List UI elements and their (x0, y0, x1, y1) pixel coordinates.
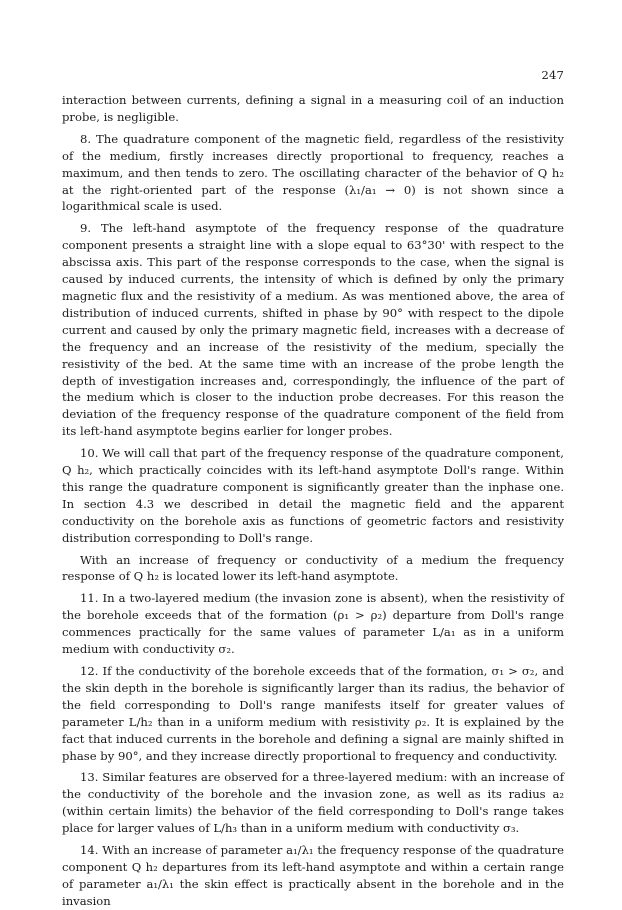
paragraph-item-8: 8. The quadrature component of the magnetic field, regardless of the resistivity of the medium, firstly increases directly proportional to frequency, reaches a maximum, and then tends to zero. The oscillating character of the behavior of Q h₂ at the right-oriented part of the response (λ₁/a₁ → 0) is not shown since a logarithmical scale is used. (62, 131, 564, 214)
paragraph-item-12: 12. If the conductivity of the borehole exceeds that of the formation, σ₁ > σ₂, and the skin depth in the borehole is significantly larger than its radius, the behavior of the field corresponding to Doll's range manifests itself for greater values of parameter L/h₂ than in a uniform medium with resistivity ρ₂. It is explained by the fact that induced currents in the borehole and defining a signal are mainly shifted in phase by 90°, and they increase directly proportional to frequency and conductivity. (62, 664, 564, 763)
paragraph-item-13: 13. Similar features are observed for a three-layered medium: with an increase of the conductivity of the borehole and the invasion zone, as well as its radius a₂ (within certain limits) the behavior of the field corresponding to Doll's range takes place for larger values of L/h₃ than in a uniform medium with conductivity σ₃. (62, 770, 564, 836)
paragraph-continuation: interaction between currents, defining a signal in a measuring coil of an induction probe, is negligible. (62, 93, 564, 124)
paragraph-item-11: 11. In a two-layered medium (the invasion zone is absent), when the resistivity of the borehole exceeds that of the formation (ρ₁ > ρ₂) departure from Doll's range commences practically for the same values of parameter L/a₁ as in a uniform medium with conductivity σ₂. (62, 591, 564, 657)
body-text (62, 92, 564, 910)
paragraph-item-10: 10. We will call that part of the frequency response of the quadrature component, Q h₂, which practically coincides with its left-hand asymptote Doll's range. Within this range the quadrature component is significantly greater than the inphase one. In section 4.3 we described in detail the magnetic field and the apparent conductivity on the borehole axis as functions of geometric factors and resistivity distribution corresponding to Doll's range. (62, 446, 564, 545)
page-number: 247 (541, 68, 564, 82)
paragraph-item-9: 9. The left-hand asymptote of the frequency response of the quadrature component presents a straight line with a slope equal to 63°30' with respect to the abscissa axis. This part of the response corresponds to the case, when the signal is caused by induced currents, the intensity of which is defined by only the primary magnetic flux and the resistivity of a medium. As was mentioned above, the area of distribution of induced currents, shifted in phase by 90° with respect to the dipole current and caused by only the primary magnetic field, increases with a decrease of the frequency and an increase of the resistivity of the medium, specially the resistivity of the bed. At the same time with an increase of the probe length the depth of investigation increases and, correspondingly, the influence of the part of the medium which is closer to the induction probe decreases. For this reason the deviation of the frequency response of the quadrature component of the field from its left-hand asymptote begins earlier for longer probes. (62, 221, 564, 439)
paragraph-item-14: 14. With an increase of parameter a₁/λ₁ the frequency response of the quadrature component Q h₂ departures from its left-hand asymptote and within a certain range of parameter a₁/λ₁ the skin effect is practically absent in the borehole and in the invasion (62, 843, 564, 908)
paragraph-frequency-note: With an increase of frequency or conductivity of a medium the frequency response of Q h₂ is located lower its left-hand asymptote. (62, 552, 564, 584)
